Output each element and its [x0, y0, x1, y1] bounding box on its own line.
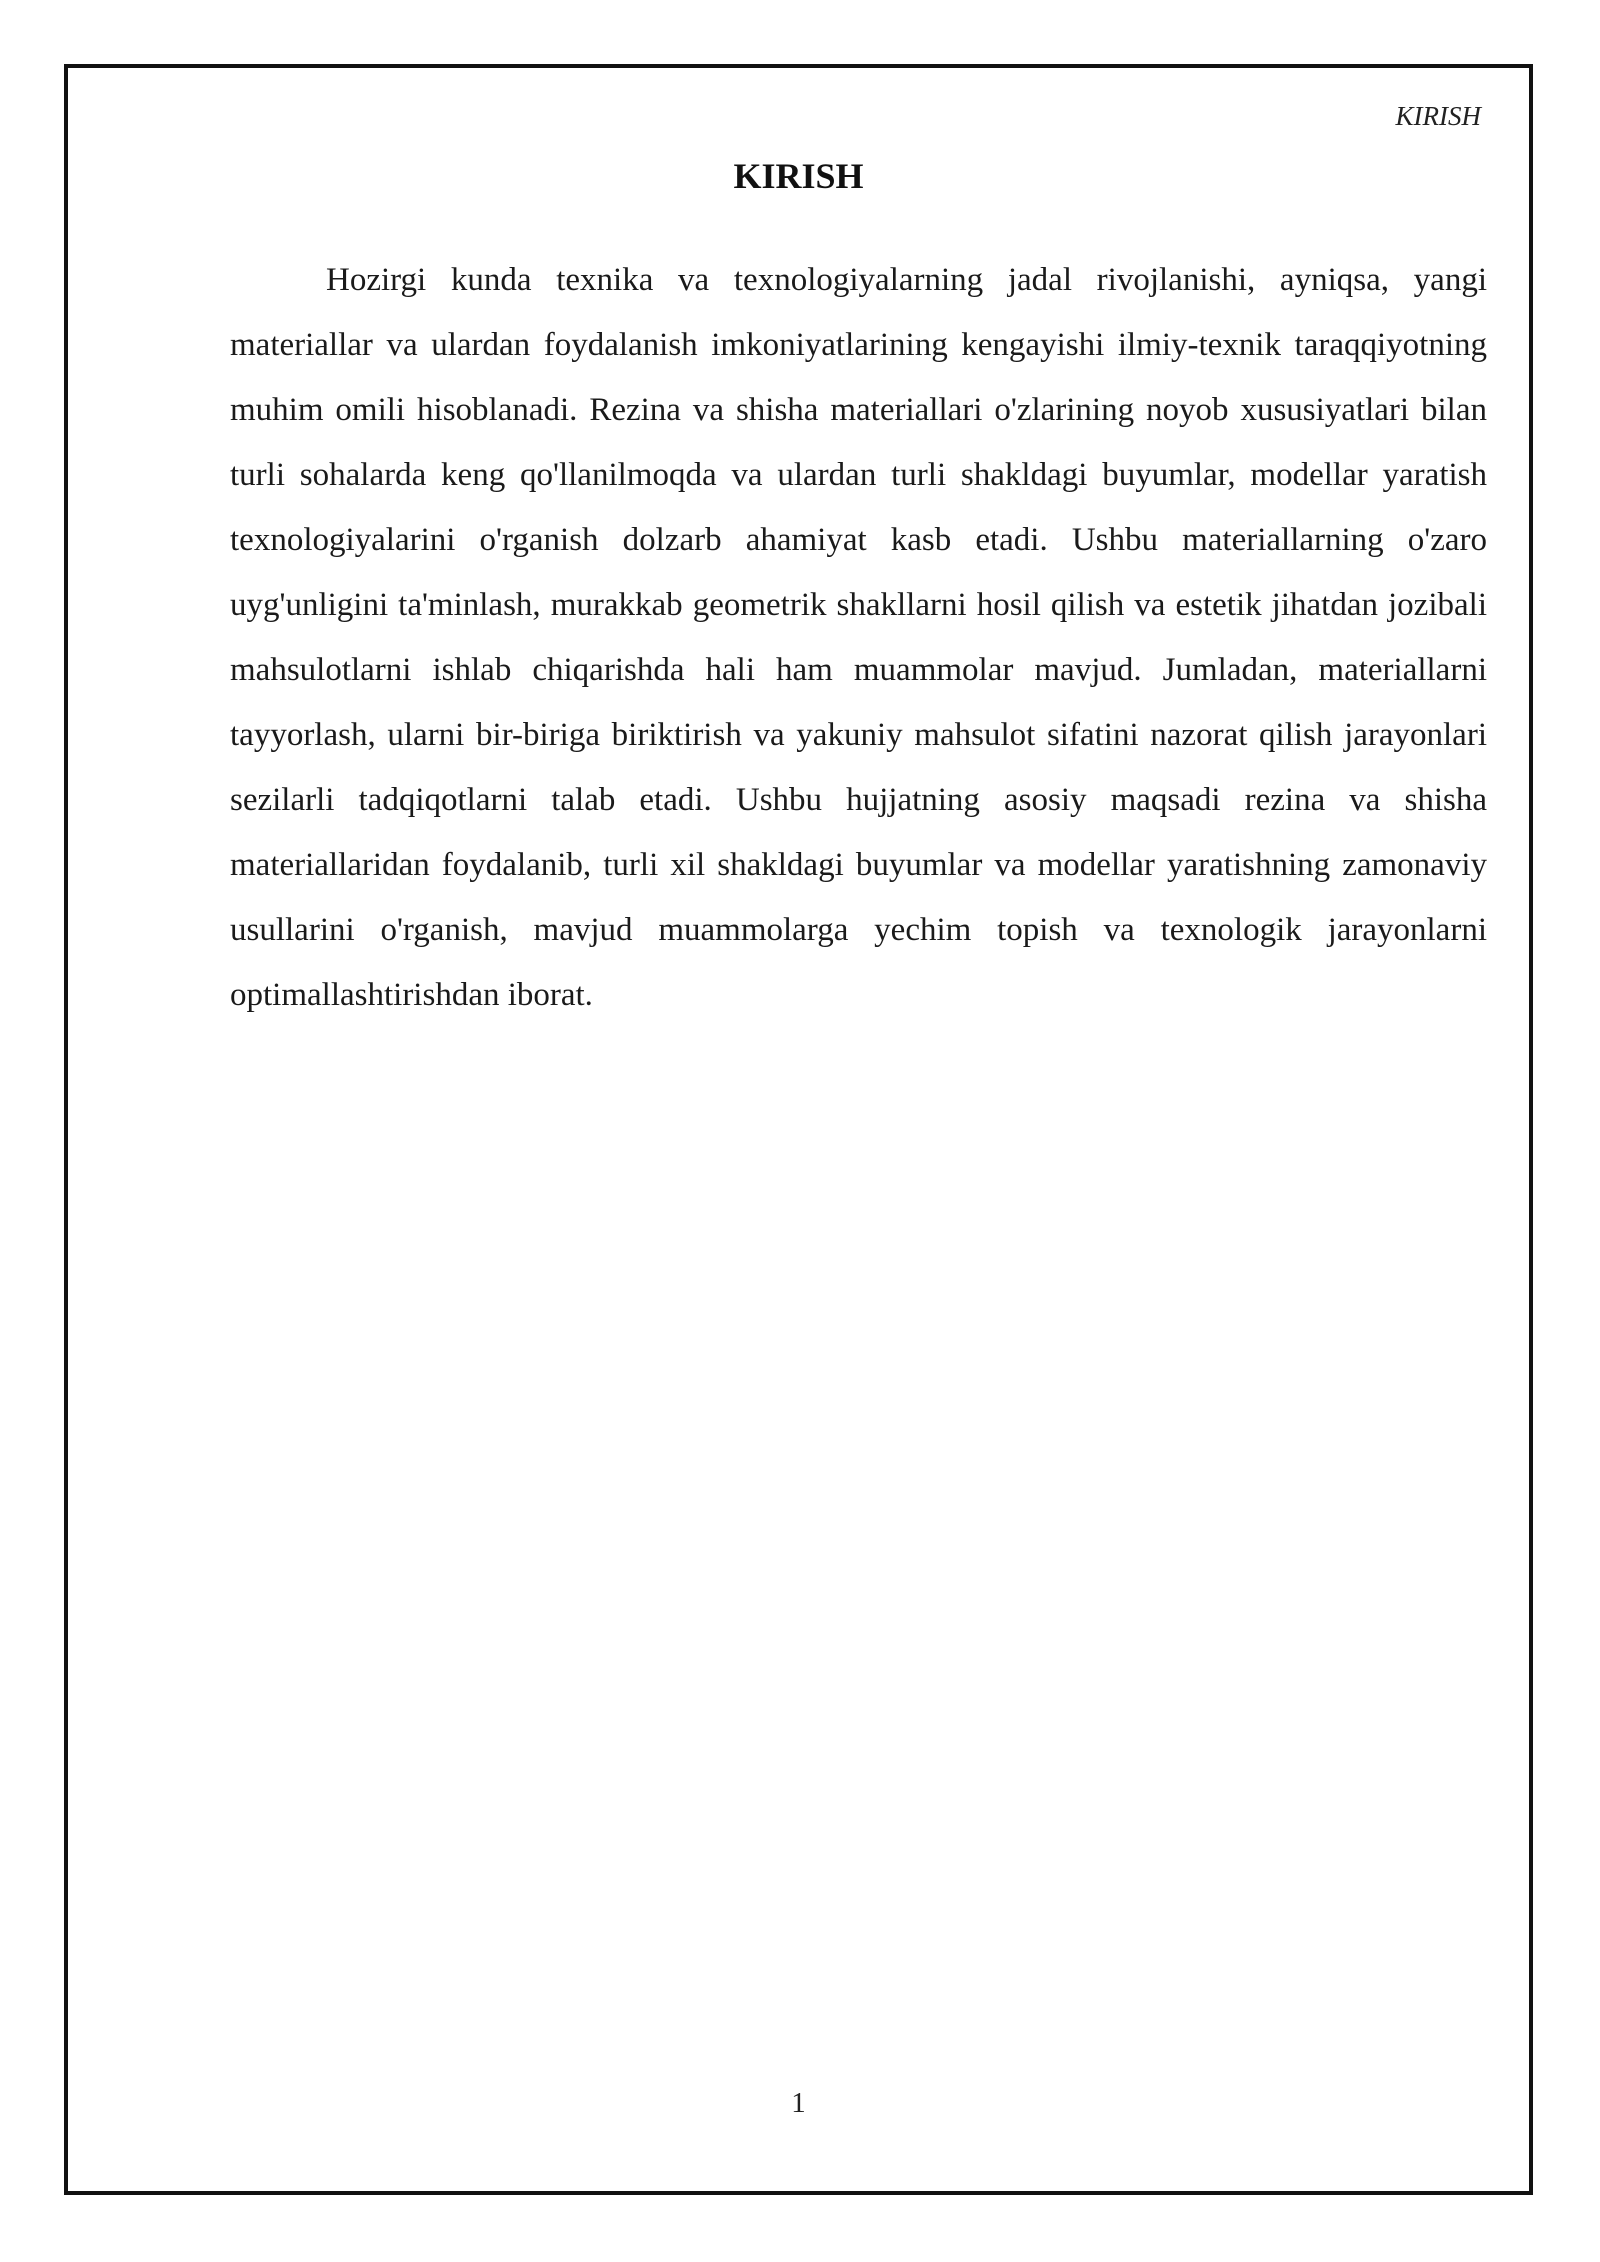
body-paragraph: Hozirgi kunda texnika va texnologiyalarning jadal rivojlanishi, ayniqsa, yangi materiallar va ulardan foydalanish imkoniyatlarining kengayishi ilmiy-texnik taraqqiyotning muhim omili hisoblanadi. Rezina va shisha materiallari o'zlarining noyob xususiyatlari bilan turli sohalarda keng qo'llanilmoqda va ulardan turli shakldagi buyumlar, modellar yaratish texnologiyalarini o'rganish dolzarb ahamiyat kasb etadi. Ushbu materiallarning o'zaro uyg'unligini ta'minlash, murakkab geometrik shakllarni hosil qilish va estetik jihatdan jozibali mahsulotlarni ishlab chiqarishda hali ham muammolar mavjud. Jumladan, materiallarni tayyorlash, ularni bir-biriga biriktirish va yakuniy mahsulot sifatini nazorat qilish jarayonlari sezilarli tadqiqotlarni talab etadi. Ushbu hujjatning asosiy maqsadi rezina va shisha materiallaridan foydalanib, turli xil shakldagi buyumlar va modellar yaratishning zamonaviy usullarini o'rganish, mavjud muammolarga yechim topish va texnologik jarayonlarni optimallashtirishdan iborat.: [230, 262, 1487, 1013]
running-header: KIRISH: [1395, 101, 1481, 131]
page-number: 1: [791, 2087, 806, 2119]
page-border: [64, 64, 1533, 2195]
page-title: KIRISH: [733, 156, 864, 196]
